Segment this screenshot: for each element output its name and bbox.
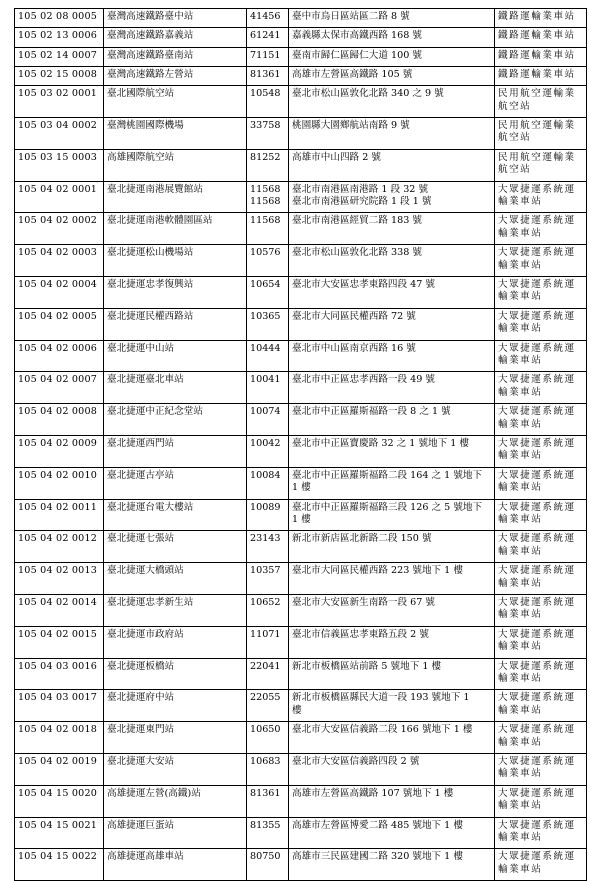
address-line: 臺北市中正區羅斯福路三段 126 之 5 號地下: [292, 501, 483, 513]
address-line: 樓: [292, 704, 302, 716]
postal-code: [247, 753, 289, 785]
postal-code: [247, 626, 289, 658]
postal-code-line: 10365: [250, 310, 281, 322]
address-line: 新北市板橋區站前路 5 號地下 1 樓: [292, 660, 442, 672]
address-line: 1 樓: [292, 482, 311, 494]
postal-code: [247, 86, 289, 118]
station-address: [289, 817, 495, 849]
station-address: [289, 849, 495, 881]
station-category: 鐵路運輸業車站: [495, 66, 587, 85]
station-address: [289, 753, 495, 785]
postal-code: [247, 658, 289, 690]
station-code: 105 04 15 0022: [15, 849, 104, 881]
postal-code-line: 11568: [250, 215, 281, 227]
table-row: [15, 340, 587, 372]
station-code: 105 04 02 0004: [15, 276, 104, 308]
postal-code-line: 10042: [250, 437, 281, 449]
postal-code-line: 80750: [250, 851, 281, 863]
station-category: 民用航空運輸業航空站: [495, 149, 587, 181]
station-name: 臺北捷運板橋站: [104, 658, 247, 690]
address-line: 新北市板橋區縣民大道一段 193 號地下 1: [292, 692, 470, 704]
postal-code-line: 10074: [250, 406, 281, 418]
station-address: [289, 117, 495, 149]
station-code: 105 04 03 0017: [15, 690, 104, 722]
station-category: 大眾捷運系統運輸業車站: [495, 276, 587, 308]
station-name: 臺北捷運臺北車站: [104, 372, 247, 404]
station-code: 105 04 02 0002: [15, 213, 104, 245]
station-name: 臺北捷運台電大樓站: [104, 499, 247, 531]
table-row: [15, 753, 587, 785]
postal-code: [247, 276, 289, 308]
table-row: [15, 245, 587, 277]
table-row: [15, 563, 587, 595]
address-line: 臺中市烏日區站區二路 8 號: [292, 11, 410, 22]
postal-code-line: 10084: [250, 469, 281, 481]
postal-code-line: 10650: [250, 724, 281, 736]
station-code: 105 04 02 0018: [15, 722, 104, 754]
station-address: [289, 563, 495, 595]
address-line: 臺北市南港區研究院路 1 段 1 號: [292, 195, 432, 207]
station-code: 105 04 03 0016: [15, 658, 104, 690]
postal-code: [247, 849, 289, 881]
table-row: [15, 404, 587, 436]
station-address: [289, 690, 495, 722]
station-category: 大眾捷運系統運輸業車站: [495, 404, 587, 436]
postal-code: [247, 47, 289, 66]
station-name: 臺北捷運古亭站: [104, 467, 247, 499]
station-address: [289, 181, 495, 213]
postal-code-line: 10652: [250, 596, 281, 608]
station-name: 臺北捷運大橋頭站: [104, 563, 247, 595]
table-row: [15, 531, 587, 563]
postal-code-line: 11568: [250, 195, 281, 207]
address-line: 臺北市南港區經貿二路 183 號: [292, 215, 422, 227]
station-category: 民用航空運輸業航空站: [495, 86, 587, 118]
postal-code: [247, 245, 289, 277]
station-address: [289, 372, 495, 404]
station-address: [289, 86, 495, 118]
table-row: [15, 499, 587, 531]
station-name: 臺北捷運南港展覽館站: [104, 181, 247, 213]
postal-code-line: 41456: [250, 11, 281, 22]
station-category: 大眾捷運系統運輸業車站: [495, 785, 587, 817]
station-code: 105 03 04 0002: [15, 117, 104, 149]
station-name: 臺灣桃園國際機場: [104, 117, 247, 149]
postal-code-line: 22041: [250, 660, 281, 672]
station-code: 105 04 02 0019: [15, 753, 104, 785]
station-code: 105 04 02 0015: [15, 626, 104, 658]
postal-code-line: 22055: [250, 692, 281, 704]
station-code: 105 02 15 0008: [15, 66, 104, 85]
table-body: [15, 9, 587, 881]
postal-code-line: 81252: [250, 151, 281, 163]
station-code: 105 04 02 0008: [15, 404, 104, 436]
station-code: 105 04 02 0011: [15, 499, 104, 531]
station-name: 臺北捷運大安站: [104, 753, 247, 785]
address-line: 臺北市松山區敦化北路 340 之 9 號: [292, 88, 444, 100]
station-code: 105 04 02 0013: [15, 563, 104, 595]
address-line: 高雄市左營區博愛二路 485 號地下 1 樓: [292, 819, 463, 831]
station-code: 105 04 02 0006: [15, 340, 104, 372]
station-category: 大眾捷運系統運輸業車站: [495, 722, 587, 754]
table-row: [15, 435, 587, 467]
station-code: 105 04 02 0012: [15, 531, 104, 563]
address-line: 臺北市大安區新生南路一段 67 號: [292, 596, 436, 608]
table-row: [15, 276, 587, 308]
station-name: 臺灣高速鐵路嘉義站: [104, 28, 247, 47]
postal-code-line: 81361: [250, 68, 281, 80]
station-code: 105 02 14 0007: [15, 47, 104, 66]
station-address: [289, 340, 495, 372]
station-code: 105 04 02 0003: [15, 245, 104, 277]
station-code: 105 04 15 0021: [15, 817, 104, 849]
station-category: 大眾捷運系統運輸業車站: [495, 753, 587, 785]
station-code: 105 03 15 0003: [15, 149, 104, 181]
postal-code-line: 33758: [250, 119, 281, 131]
station-address: [289, 785, 495, 817]
station-category: 大眾捷運系統運輸業車站: [495, 340, 587, 372]
station-address: [289, 9, 495, 28]
postal-code: [247, 531, 289, 563]
station-name: 臺北捷運松山機場站: [104, 245, 247, 277]
station-name: 高雄國際航空站: [104, 149, 247, 181]
address-line: 嘉義縣太保市高鐵西路 168 號: [292, 30, 422, 42]
station-address: [289, 308, 495, 340]
station-category: 鐵路運輸業車站: [495, 47, 587, 66]
address-line: 臺北市中正區羅斯福路一段 8 之 1 號: [292, 406, 451, 418]
table-row: [15, 849, 587, 881]
address-line: 臺北市大同區民權西路 72 號: [292, 310, 416, 322]
postal-code-line: 11568: [250, 183, 281, 195]
postal-code-line: 10576: [250, 247, 281, 259]
postal-code-line: 23143: [250, 533, 281, 545]
address-line: 1 樓: [292, 513, 311, 525]
station-code: 105 04 02 0005: [15, 308, 104, 340]
address-line: 臺北市大安區信義路四段 2 號: [292, 755, 420, 767]
postal-code: [247, 785, 289, 817]
station-code: 105 03 02 0001: [15, 86, 104, 118]
station-category: 大眾捷運系統運輸業車站: [495, 531, 587, 563]
station-category: 大眾捷運系統運輸業車站: [495, 181, 587, 213]
station-name: 臺北捷運中正紀念堂站: [104, 404, 247, 436]
postal-code-line: 11071: [250, 628, 281, 640]
station-code: 105 02 08 0005: [15, 9, 104, 28]
station-category: 大眾捷運系統運輸業車站: [495, 563, 587, 595]
address-line: 臺北市中正區寶慶路 32 之 1 號地下 1 樓: [292, 437, 470, 449]
station-category: 大眾捷運系統運輸業車站: [495, 467, 587, 499]
postal-code: [247, 817, 289, 849]
address-line: 臺北市松山區敦化北路 338 號: [292, 247, 422, 259]
address-line: 新北市新店區北新路二段 150 號: [292, 533, 432, 545]
postal-code-line: 10654: [250, 278, 281, 290]
station-name: 臺北捷運府中站: [104, 690, 247, 722]
address-line: 臺南市歸仁區歸仁大道 100 號: [292, 49, 422, 61]
station-category: 大眾捷運系統運輸業車站: [495, 594, 587, 626]
postal-code: [247, 467, 289, 499]
station-address: [289, 594, 495, 626]
address-line: 臺北市南港區南港路 1 段 32 號: [292, 183, 429, 195]
address-line: 高雄市左營區高鐵路 105 號: [292, 68, 413, 80]
station-name: 臺灣高速鐵路左營站: [104, 66, 247, 85]
postal-code: [247, 499, 289, 531]
postal-code-line: 81355: [250, 819, 281, 831]
postal-code-line: 10357: [250, 565, 281, 577]
postal-code: [247, 690, 289, 722]
postal-code-line: 71151: [250, 49, 281, 61]
station-category: 大眾捷運系統運輸業車站: [495, 213, 587, 245]
table-row: [15, 785, 587, 817]
address-line: 高雄市中山四路 2 號: [292, 151, 381, 163]
address-line: 高雄市三民區建國二路 320 號地下 1 樓: [292, 851, 463, 863]
table-row: [15, 817, 587, 849]
station-code: 105 04 02 0007: [15, 372, 104, 404]
station-address: [289, 276, 495, 308]
table-row: [15, 117, 587, 149]
station-name: 臺北捷運南港軟體園區站: [104, 213, 247, 245]
station-name: 臺北捷運忠孝新生站: [104, 594, 247, 626]
table-row: [15, 86, 587, 118]
postal-code: [247, 340, 289, 372]
station-name: 臺北捷運中山站: [104, 340, 247, 372]
station-code: 105 02 13 0006: [15, 28, 104, 47]
station-address: [289, 245, 495, 277]
table-row: [15, 66, 587, 85]
station-address: [289, 435, 495, 467]
station-address: [289, 626, 495, 658]
postal-code: [247, 404, 289, 436]
table-row: [15, 467, 587, 499]
station-code: 105 04 02 0001: [15, 181, 104, 213]
table-row: [15, 47, 587, 66]
station-address: [289, 722, 495, 754]
postal-code-line: 10444: [250, 342, 281, 354]
station-category: 大眾捷運系統運輸業車站: [495, 658, 587, 690]
address-line: 臺北市大同區民權西路 223 號地下 1 樓: [292, 565, 463, 577]
postal-code: [247, 563, 289, 595]
station-category: 大眾捷運系統運輸業車站: [495, 245, 587, 277]
address-line: 臺北市大安區忠孝東路四段 47 號: [292, 278, 436, 290]
postal-code: [247, 66, 289, 85]
postal-code: [247, 149, 289, 181]
station-address: [289, 467, 495, 499]
station-category: 鐵路運輸業車站: [495, 28, 587, 47]
address-line: 臺北市中正區忠孝西路一段 49 號: [292, 374, 436, 386]
table-row: [15, 372, 587, 404]
station-name: 高雄捷運左營(高鐵)站: [104, 785, 247, 817]
station-name: 臺灣高速鐵路臺中站: [104, 9, 247, 28]
address-line: 臺北市大安區信義路二段 166 號地下 1 樓: [292, 724, 473, 736]
postal-code-line: 10548: [250, 88, 281, 100]
station-address: [289, 47, 495, 66]
address-line: 高雄市左營區高鐵路 107 號地下 1 樓: [292, 787, 454, 799]
station-address: [289, 499, 495, 531]
postal-code: [247, 308, 289, 340]
postal-code-line: 10041: [250, 374, 281, 386]
postal-code: [247, 213, 289, 245]
station-category: 大眾捷運系統運輸業車站: [495, 690, 587, 722]
station-name: 臺灣高速鐵路臺南站: [104, 47, 247, 66]
station-table: [14, 8, 587, 881]
station-category: 鐵路運輸業車站: [495, 9, 587, 28]
station-category: 民用航空運輸業航空站: [495, 117, 587, 149]
station-category: 大眾捷運系統運輸業車站: [495, 626, 587, 658]
station-category: 大眾捷運系統運輸業車站: [495, 499, 587, 531]
station-name: 臺北捷運七張站: [104, 531, 247, 563]
postal-code: [247, 117, 289, 149]
station-category: 大眾捷運系統運輸業車站: [495, 372, 587, 404]
station-address: [289, 531, 495, 563]
postal-code: [247, 435, 289, 467]
address-line: 臺北市信義區忠孝東路五段 2 號: [292, 628, 429, 640]
station-code: 105 04 02 0009: [15, 435, 104, 467]
table-row: [15, 690, 587, 722]
station-address: [289, 658, 495, 690]
station-name: 高雄捷運巨蛋站: [104, 817, 247, 849]
postal-code: [247, 9, 289, 28]
station-address: [289, 66, 495, 85]
table-row: [15, 181, 587, 213]
table-row: [15, 149, 587, 181]
station-code: 105 04 15 0020: [15, 785, 104, 817]
table-row: [15, 722, 587, 754]
table-row: [15, 213, 587, 245]
station-category: 大眾捷運系統運輸業車站: [495, 849, 587, 881]
table-row: [15, 658, 587, 690]
station-name: 臺北捷運民權西路站: [104, 308, 247, 340]
station-category: 大眾捷運系統運輸業車站: [495, 308, 587, 340]
station-address: [289, 213, 495, 245]
address-line: 臺北市中正區羅斯福路二段 164 之 1 號地下: [292, 469, 483, 481]
station-code: 105 04 02 0010: [15, 467, 104, 499]
station-category: 大眾捷運系統運輸業車站: [495, 435, 587, 467]
postal-code: [247, 181, 289, 213]
station-name: 臺北捷運東門站: [104, 722, 247, 754]
table-row: [15, 9, 587, 28]
table-row: [15, 626, 587, 658]
station-name: 高雄捷運高雄車站: [104, 849, 247, 881]
postal-code-line: 10683: [250, 755, 281, 767]
station-name: 臺北國際航空站: [104, 86, 247, 118]
postal-code: [247, 722, 289, 754]
postal-code: [247, 372, 289, 404]
station-address: [289, 28, 495, 47]
postal-code: [247, 28, 289, 47]
postal-code: [247, 594, 289, 626]
postal-code-line: 81361: [250, 787, 281, 799]
address-line: 臺北市中山區南京西路 16 號: [292, 342, 416, 354]
station-name: 臺北捷運忠孝復興站: [104, 276, 247, 308]
station-name: 臺北捷運西門站: [104, 435, 247, 467]
postal-code-line: 10089: [250, 501, 281, 513]
station-address: [289, 404, 495, 436]
station-code: 105 04 02 0014: [15, 594, 104, 626]
station-category: 大眾捷運系統運輸業車站: [495, 817, 587, 849]
address-line: 桃園縣大園鄉航站南路 9 號: [292, 119, 410, 131]
table-row: [15, 308, 587, 340]
table-row: [15, 594, 587, 626]
postal-code-line: 61241: [250, 30, 281, 42]
station-address: [289, 149, 495, 181]
station-name: 臺北捷運市政府站: [104, 626, 247, 658]
table-row: [15, 28, 587, 47]
